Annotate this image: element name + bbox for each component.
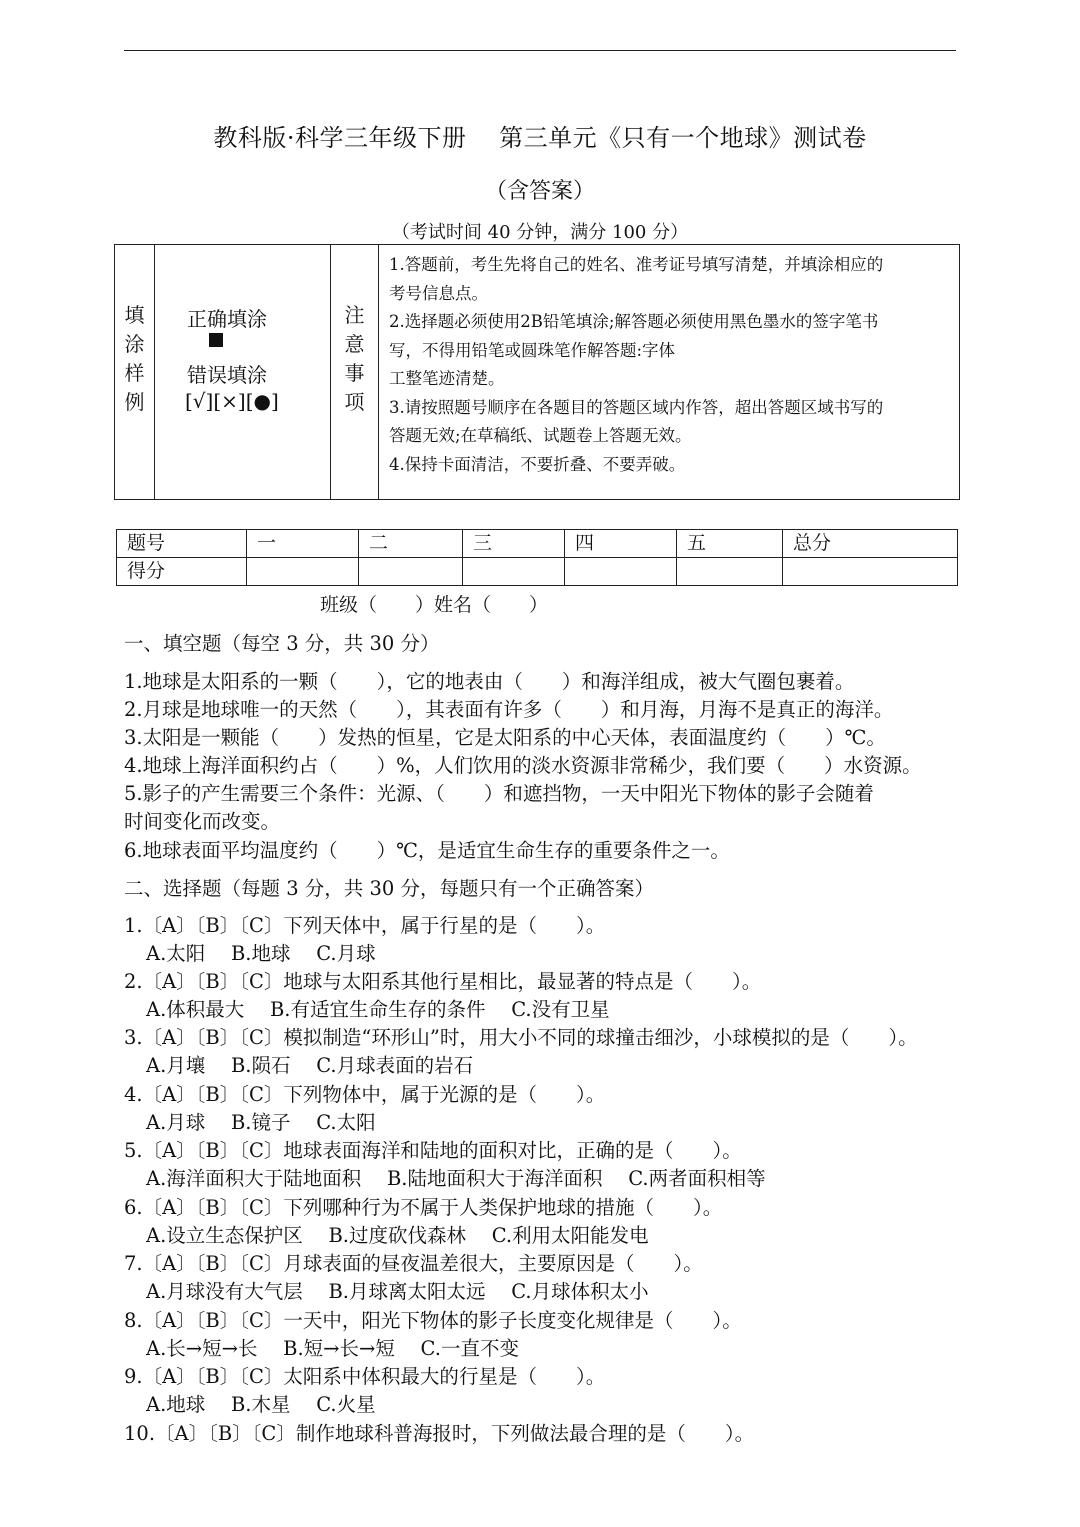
choice-options: A.地球 B.木星 C.火星	[146, 1393, 376, 1416]
choice-options: A.体积最大 B.有适宜生命生存的条件 C.没有卫星	[146, 998, 610, 1021]
choice-question: 2.〔A〕〔B〕〔C〕地球与太阳系其他行星相比，最显著的特点是（ ）。	[124, 970, 762, 993]
instructions-box	[114, 244, 960, 500]
fill-sample-label-cell	[115, 245, 155, 499]
note-line: 2.选择题必须使用2B铅笔填涂;解答题必须使用黑色墨水的签字笔书	[389, 312, 879, 331]
note-line: 3.请按照题号顺序在各题目的答题区域内作答，超出答题区域书写的	[389, 397, 884, 417]
note-line: 考号信息点。	[389, 283, 488, 303]
score-header-cell: 四	[565, 530, 677, 558]
choice-question: 8.〔A〕〔B〕〔C〕一天中，阳光下物体的影子长度变化规律是（ ）。	[124, 1309, 742, 1332]
wrong-fill-symbols: [√][×][●]	[185, 389, 279, 413]
choice-question: 10.〔A〕〔B〕〔C〕制作地球科普海报时，下列做法最合理的是（ ）。	[124, 1422, 755, 1445]
exam-info: （考试时间 40 分钟，满分 100 分）	[391, 222, 689, 243]
choice-options: A.月球 B.镜子 C.太阳	[146, 1111, 376, 1134]
score-header-cell: 二	[359, 530, 463, 558]
fill-question: 6.地球表面平均温度约（ ）℃，是适宜生命生存的重要条件之一。	[124, 839, 730, 862]
choice-question: 3.〔A〕〔B〕〔C〕模拟制造“环形山”时，用大小不同的球撞击细沙，小球模拟的是（ ）。	[124, 1026, 918, 1049]
score-value-cell[interactable]	[463, 558, 565, 586]
choice-options: A.月壤 B.陨石 C.月球表面的岩石	[146, 1054, 474, 1077]
fill-question: 2.月球是地球唯一的天然（ ），其表面有许多（ ）和月海，月海不是真正的海洋。	[124, 698, 894, 721]
fill-question: 时间变化而改变。	[124, 810, 281, 833]
score-table	[116, 529, 958, 586]
score-value-cell[interactable]	[677, 558, 783, 586]
score-header-cell: 一	[247, 530, 359, 558]
note-line: 工整笔迹清楚。	[389, 369, 505, 388]
score-header-row	[117, 530, 958, 558]
score-header-cell: 题号	[117, 530, 247, 558]
score-header-cell: 总分	[783, 530, 958, 558]
notice-label-cell	[331, 245, 379, 499]
fill-question: 3.太阳是一颗能（ ）发热的恒星，它是太阳系的中心天体，表面温度约（ ）℃。	[124, 726, 886, 749]
choice-question: 1.〔A〕〔B〕〔C〕下列天体中，属于行星的是（ ）。	[124, 914, 606, 937]
fill-question: 5.影子的产生需要三个条件：光源、（ ）和遮挡物，一天中阳光下物体的影子会随着	[124, 782, 874, 805]
fill-sample-cell	[155, 245, 331, 499]
note-line: 答题无效;在草稿纸、试题卷上答题无效。	[389, 426, 692, 445]
note-line: 4.保持卡面清洁，不要折叠、不要弄破。	[389, 454, 686, 474]
filled-square-icon	[209, 333, 223, 347]
score-row-label: 得分	[117, 558, 247, 586]
choice-options: A.月球没有大气层 B.月球离太阳太远 C.月球体积太小	[146, 1280, 649, 1303]
choice-question: 4.〔A〕〔B〕〔C〕下列物体中，属于光源的是（ ）。	[124, 1083, 606, 1106]
choice-question: 7.〔A〕〔B〕〔C〕月球表面的昼夜温差很大，主要原因是（ ）。	[124, 1252, 703, 1275]
choice-options: A.太阳 B.地球 C.月球	[146, 942, 376, 965]
header-rule	[124, 50, 956, 51]
notes-list	[389, 251, 951, 479]
class-name-line: 班级（ ）姓名（ ）	[320, 594, 549, 616]
section1-title: 一、填空题（每空 3 分，共 30 分）	[124, 632, 440, 655]
wrong-fill-label: 错误填涂	[187, 363, 267, 387]
section2-title: 二、选择题（每题 3 分，共 30 分，每题只有一个正确答案）	[124, 877, 655, 900]
score-value-cell[interactable]	[359, 558, 463, 586]
note-line: 1.答题前，考生先将自己的姓名、准考证号填写清楚，并填涂相应的	[389, 255, 884, 274]
choice-options: A.长→短→长 B.短→长→短 C.一直不变	[146, 1337, 519, 1360]
correct-fill-label: 正确填涂	[187, 307, 267, 331]
score-value-cell[interactable]	[783, 558, 958, 586]
fill-sample-label: 填 涂 样 例	[124, 303, 145, 414]
notes-cell	[379, 245, 959, 499]
note-line: 写，不得用铅笔或圆珠笔作解答题:字体	[389, 340, 676, 360]
score-value-cell[interactable]	[247, 558, 359, 586]
score-header-cell: 五	[677, 530, 783, 558]
choice-options: A.设立生态保护区 B.过度砍伐森林 C.利用太阳能发电	[146, 1224, 649, 1247]
fill-question: 4.地球上海洋面积约占（ ）%，人们饮用的淡水资源非常稀少，我们要（ ）水资源。	[124, 754, 922, 777]
page-title: 教科版·科学三年级下册 第三单元《只有一个地球》测试卷	[213, 124, 867, 152]
score-value-cell[interactable]	[565, 558, 677, 586]
score-header-cell: 三	[463, 530, 565, 558]
fill-question: 1.地球是太阳系的一颗（ ），它的地表由（ ）和海洋组成，被大气圈包裹着。	[124, 670, 855, 693]
choice-question: 9.〔A〕〔B〕〔C〕太阳系中体积最大的行星是（ ）。	[124, 1365, 606, 1388]
choice-question: 5.〔A〕〔B〕〔C〕地球表面海洋和陆地的面积对比，正确的是（ ）。	[124, 1139, 742, 1162]
page-subtitle: （含答案）	[484, 179, 595, 204]
choice-options: A.海洋面积大于陆地面积 B.陆地面积大于海洋面积 C.两者面积相等	[146, 1167, 766, 1190]
choice-question: 6.〔A〕〔B〕〔C〕下列哪种行为不属于人类保护地球的措施（ ）。	[124, 1196, 723, 1219]
score-value-row	[117, 558, 958, 586]
notice-label: 注 意 事 项	[344, 303, 365, 414]
